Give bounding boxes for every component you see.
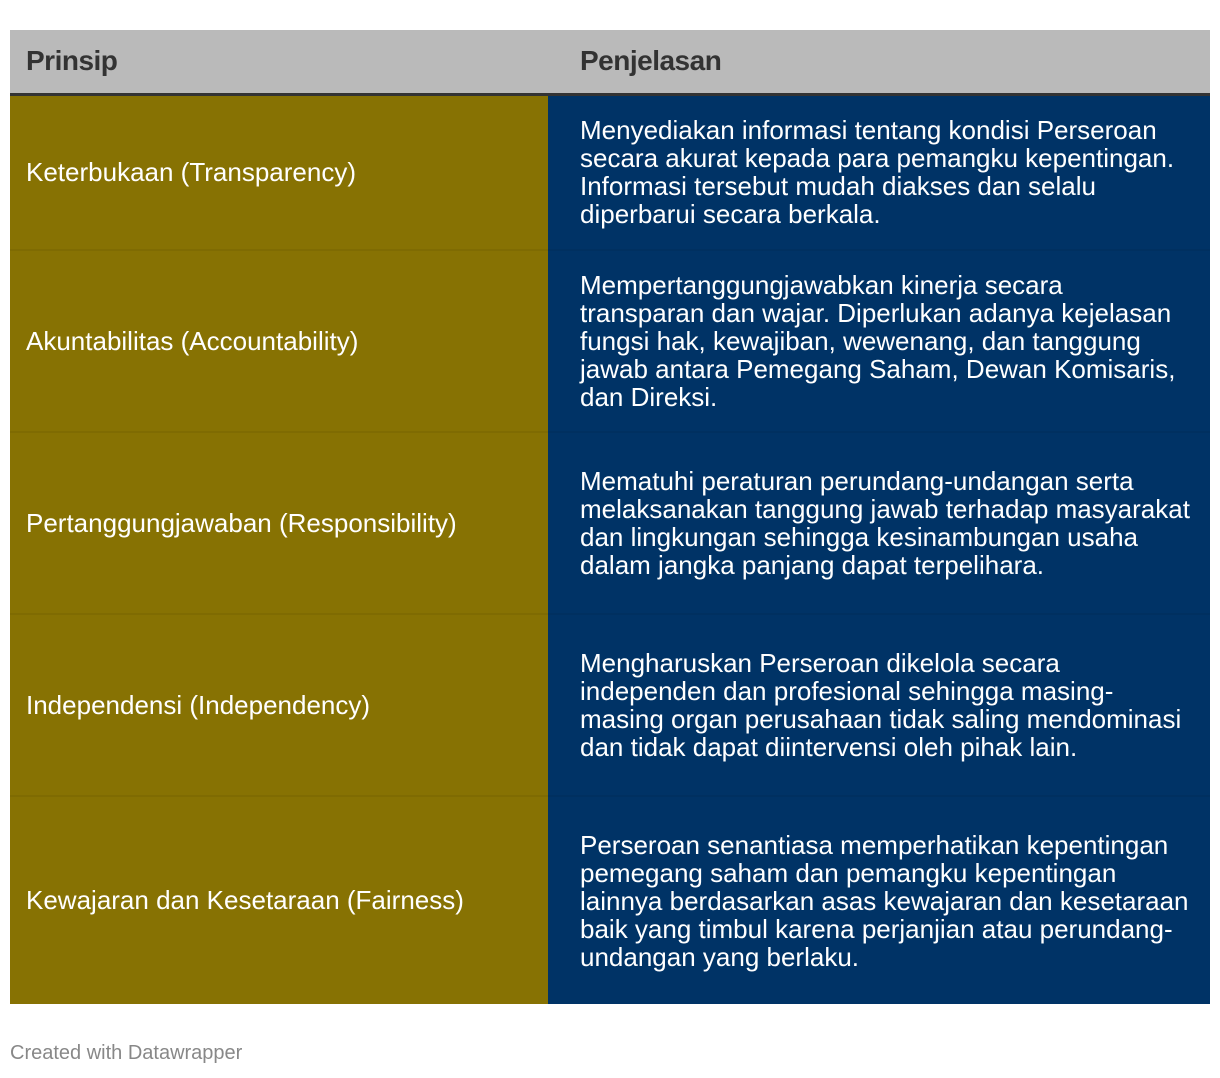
principle-cell: Pertanggungjawaban (Responsibility) [10, 432, 548, 614]
explanation-cell: Mengharuskan Perseroan dikelola secara independen dan profesional sehingga masing-masing organ perusahaan tidak saling mendominasi dan tidak dapat diintervensi oleh pihak lain. [548, 614, 1210, 796]
table-row [10, 796, 1210, 1004]
explanation-cell: Menyediakan informasi tentang kondisi Perseroan secara akurat kepada para pemangku kepentingan. Informasi tersebut mudah diakses dan selalu diperbarui secara berkala. [548, 94, 1210, 250]
table-row [10, 94, 1210, 250]
principle-cell: Independensi (Independency) [10, 614, 548, 796]
table-row [10, 614, 1210, 796]
column-header-principle[interactable]: Prinsip [10, 30, 548, 94]
header-row [10, 30, 1210, 94]
principle-cell: Keterbukaan (Transparency) [10, 94, 548, 250]
table-body [10, 94, 1210, 1004]
principles-table-container [10, 30, 1210, 1004]
explanation-cell: Mempertanggungjawabkan kinerja secara transparan dan wajar. Diperlukan adanya kejelasan fungsi hak, kewajiban, wewenang, dan tanggung jawab antara Pemegang Saham, Dewan Komisaris, dan Direksi. [548, 250, 1210, 432]
principle-cell: Kewajaran dan Kesetaraan (Fairness) [10, 796, 548, 1004]
explanation-cell: Perseroan senantiasa memperhatikan kepentingan pemegang saham dan pemangku kepentingan lainnya berdasarkan asas kewajaran dan kesetaraan baik yang timbul karena perjanjian atau perundang-undangan yang berlaku. [548, 796, 1210, 1004]
datawrapper-credit-link[interactable]: Created with Datawrapper [10, 1042, 243, 1064]
table-row [10, 432, 1210, 614]
column-header-explanation[interactable]: Penjelasan [548, 30, 1210, 94]
principle-cell: Akuntabilitas (Accountability) [10, 250, 548, 432]
table-row [10, 250, 1210, 432]
principles-table [10, 30, 1210, 1004]
table-header [10, 30, 1210, 94]
explanation-cell: Mematuhi peraturan perundang-undangan serta melaksanakan tanggung jawab terhadap masyarakat dan lingkungan sehingga kesinambungan usaha dalam jangka panjang dapat terpelihara. [548, 432, 1210, 614]
